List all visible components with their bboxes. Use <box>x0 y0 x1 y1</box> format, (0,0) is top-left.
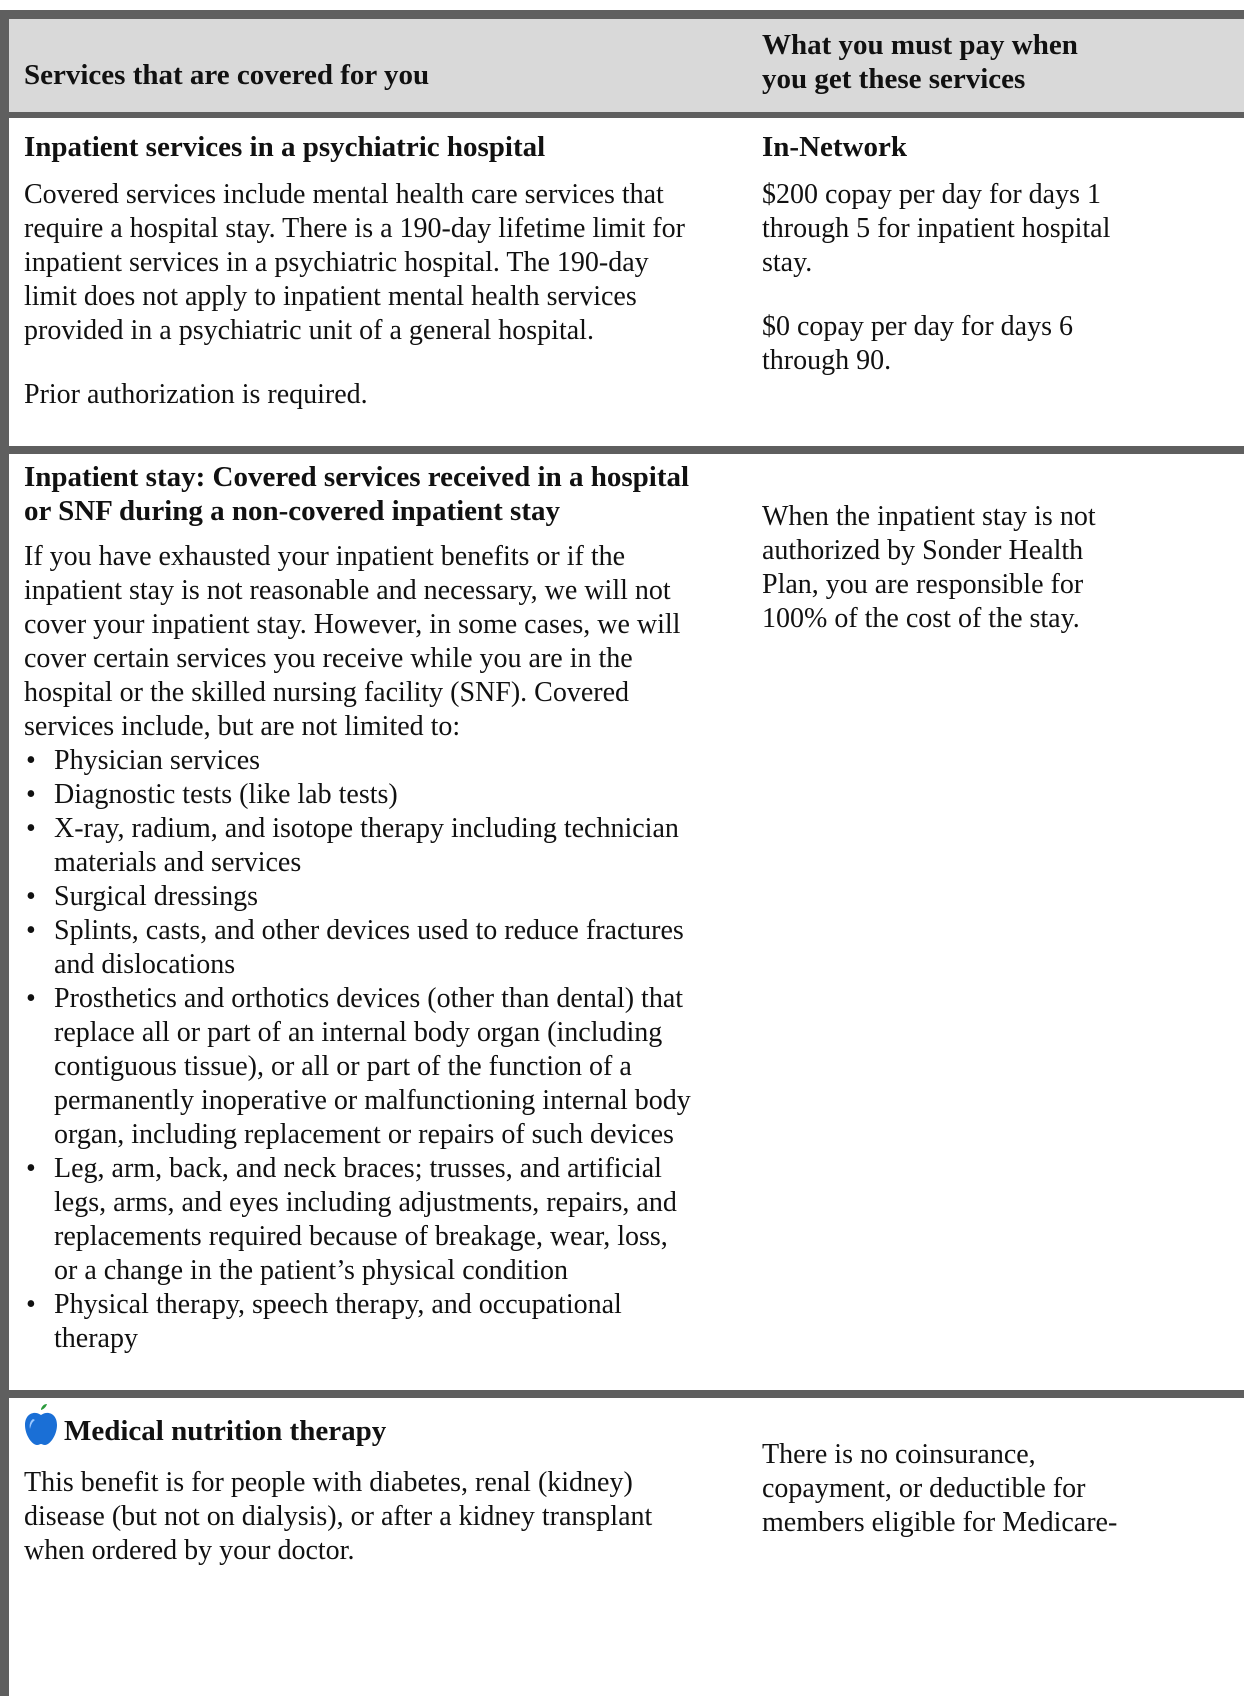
list-item: • Diagnostic tests (like lab tests) <box>24 778 744 812</box>
row-separator <box>0 1390 1244 1398</box>
list-item: • X-ray, radium, and isotope therapy including technician materials and services <box>24 812 744 880</box>
row-title: Medical nutrition therapy <box>24 1404 744 1454</box>
table-left-border <box>0 10 9 1696</box>
row-description: Covered services include mental health care services that require a hospital stay. There is a 190-day lifetime limit for inpatient services in a psychiatric hospital. The 190-day limit does not apply to inpatient mental health services provided in a psychiatric unit of a general hospital. <box>24 179 685 346</box>
row-medical-nutrition-therapy-cost: There is no coinsurance, copayment, or deductible for members eligible for Medicare- <box>762 1439 1118 1538</box>
row-description: This benefit is for people with diabetes, renal (kidney) disease (but not on dialysis), or after a kidney transplant when ordered by your doctor. <box>24 1467 653 1566</box>
row-psychiatric-hospital-cost <box>762 130 1232 378</box>
row-psychiatric-hospital <box>24 130 744 412</box>
header-covered-services: Services that are covered for you <box>24 59 430 91</box>
header-what-you-pay: What you must pay when you get these services <box>762 29 1078 95</box>
row-separator <box>0 446 1244 454</box>
covered-services-list <box>24 744 744 1356</box>
apple-icon <box>24 1404 58 1454</box>
row-title: Inpatient services in a psychiatric hospital <box>24 131 546 163</box>
cost-heading: In-Network <box>762 131 907 163</box>
row-description: If you have exhausted your inpatient benefits or if the inpatient stay is not reasonable and necessary, we will not cover your inpatient stay. However, in some cases, we will cover certain services you receive while you are in the hospital or the skilled nursing facility (SNF). Covered services include, but are not limited to: <box>24 541 681 742</box>
row-non-covered-inpatient-stay <box>24 460 744 1356</box>
row-note: Prior authorization is required. <box>24 379 368 410</box>
list-item: • Prosthetics and orthotics devices (other than dental) that replace all or part of an internal body organ (including contiguous tissue), or all or part of the function of a permanently inoperative or malfunctioning internal body organ, including replacement or repairs of such devices <box>24 982 744 1152</box>
cost-paragraph: $0 copay per day for days 6 through 90. <box>762 311 1074 376</box>
list-item: • Physical therapy, speech therapy, and occupational therapy <box>24 1288 744 1356</box>
row-non-covered-inpatient-stay-cost: When the inpatient stay is not authorized by Sonder Health Plan, you are responsible for 100% of the cost of the stay. <box>762 501 1096 634</box>
list-item: • Physician services <box>24 744 744 778</box>
benefits-table <box>0 10 1244 1696</box>
list-item: • Leg, arm, back, and neck braces; trusses, and artificial legs, arms, and eyes including adjustments, repairs, and replacements required because of breakage, wear, loss, or a change in the patient’s physical condition <box>24 1152 744 1288</box>
header-separator <box>0 112 1244 118</box>
row-medical-nutrition-therapy <box>24 1404 744 1568</box>
list-item: • Splints, casts, and other devices used to reduce fractures and dislocations <box>24 914 744 982</box>
cost-paragraph: $200 copay per day for days 1 through 5 for inpatient hospital stay. <box>762 179 1111 278</box>
list-item: • Surgical dressings <box>24 880 744 914</box>
table-top-border <box>0 10 1244 19</box>
row-title: Inpatient stay: Covered services received in a hospital or SNF during a non-covered inpatient stay <box>24 461 690 527</box>
